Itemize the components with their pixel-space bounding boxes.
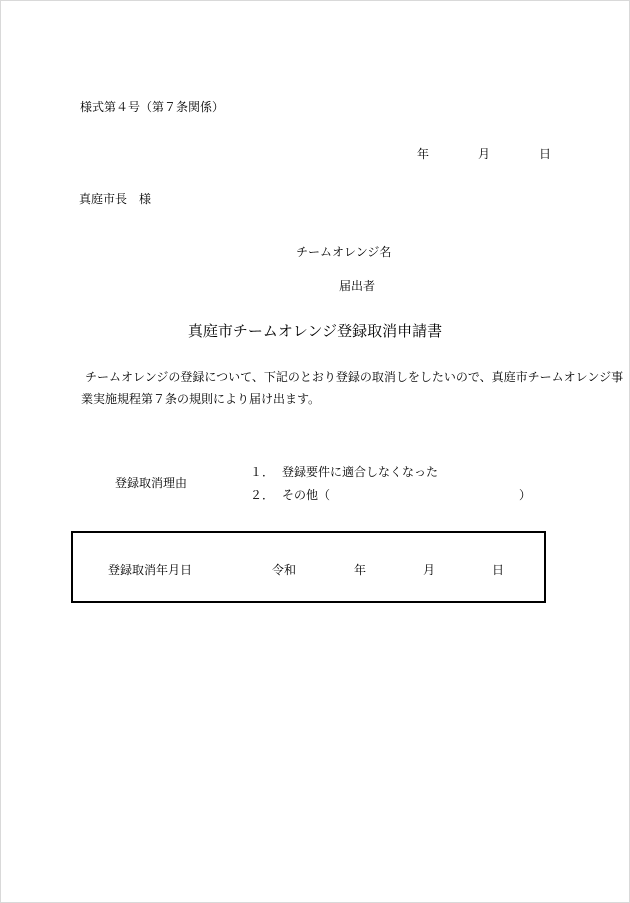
reason-option-2-text: その他（ bbox=[282, 488, 331, 502]
reason-label: 登録取消理由 bbox=[115, 476, 188, 490]
document-title: 真庭市チームオレンジ登録取消申請書 bbox=[187, 322, 443, 340]
team-name-label: チームオレンジ名 bbox=[296, 245, 392, 259]
body-text bbox=[81, 366, 624, 410]
cancel-date-year: 年 bbox=[354, 563, 367, 577]
addressee: 真庭市長 様 bbox=[79, 192, 152, 206]
body-line-2: 業実施規程第７条の規則により届け出ます。 bbox=[81, 392, 321, 406]
body-line-1: チームオレンジの登録について、下記のとおり登録の取消しをしたいので、真庭市チームオレンジ事 bbox=[85, 370, 624, 384]
form-number: 様式第４号（第７条関係） bbox=[80, 100, 225, 114]
reporter-label: 届出者 bbox=[339, 279, 376, 293]
date-year-label: 年 bbox=[417, 147, 430, 161]
cancel-date-era: 令和 bbox=[272, 563, 297, 577]
reason-option-1-text: 登録要件に適合しなくなった bbox=[282, 465, 439, 479]
reason-close-paren: ） bbox=[519, 488, 532, 502]
date-day-label: 日 bbox=[539, 147, 552, 161]
cancel-date-month: 月 bbox=[423, 563, 436, 577]
date-month-label: 月 bbox=[478, 147, 491, 161]
reason-option-2-number: ２． bbox=[250, 488, 275, 502]
reason-option-1-number: １． bbox=[250, 465, 275, 479]
cancel-date-label: 登録取消年月日 bbox=[108, 563, 193, 577]
cancel-date-day: 日 bbox=[492, 563, 505, 577]
